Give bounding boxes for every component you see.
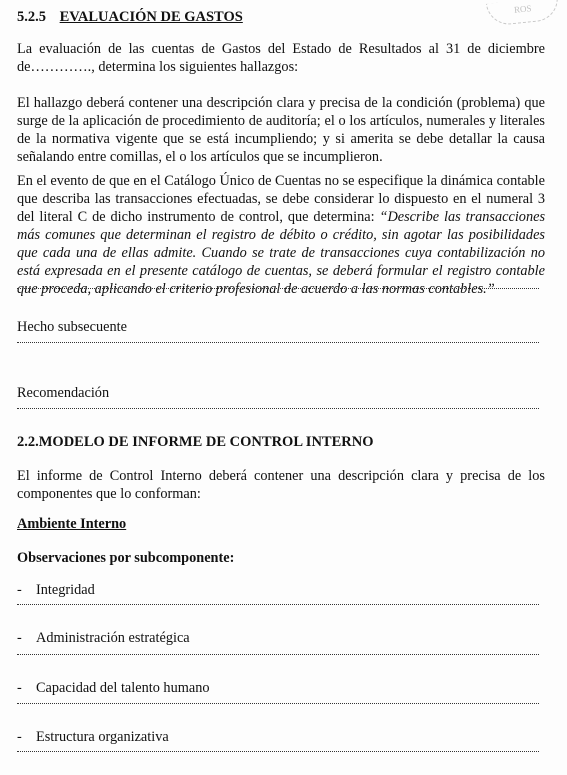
observaciones-heading: Observaciones por subcomponente: [17, 550, 235, 566]
paragraph-control-interno: El informe de Control Interno deberá contener una descripción clara y precisa de los componentes que lo conforman: [17, 468, 545, 502]
bullet-dash: - [17, 729, 22, 745]
section-number: 5.2.5 [17, 9, 46, 25]
catalogo-quote: “Describe las transacciones más comunes que determinan el registro de débito o crédito, sin agotar las posibilidades que cada una de ellas admite. Cuando se trate de transacciones cuya contabilización no está expresada en el presente catálogo de cuentas, se deberá formular el registro contable que proceda, aplicando el criterio profesional de acuerdo a las normas contables.” [17, 209, 546, 297]
section2-title: 2.2.MODELO DE INFORME DE CONTROL INTERNO [17, 434, 374, 450]
bullet-dash: - [17, 630, 22, 646]
item-label: Integridad [36, 582, 95, 598]
paragraph-catalogo [17, 172, 545, 298]
dotted-line [17, 652, 539, 655]
item-label: Estructura organizativa [36, 729, 169, 745]
dotted-line [17, 602, 539, 605]
item-label: Capacidad del talento humano [36, 680, 210, 696]
paragraph-intro: La evaluación de las cuentas de Gastos del Estado de Resultados al 31 de diciembre de…………., determina los siguientes hallazgos: [17, 41, 545, 75]
list-item [17, 728, 169, 746]
ambiente-interno-heading: Ambiente Interno [17, 516, 127, 532]
item-label: Administración estratégica [36, 630, 190, 646]
dotted-line [17, 406, 539, 409]
list-item [17, 581, 95, 599]
bullet-dash: - [17, 582, 22, 598]
section-title: EVALUACIÓN DE GASTOS [59, 9, 243, 25]
catalogo-text: En el evento de que en el Catálogo Único de Cuentas no se especifique la dinámica contable que describa las transacciones efectuadas, se debe considerar lo dispuesto en el numeral 3 del literal C de dicho instrumento de control, que determina: [17, 173, 546, 225]
dotted-line [17, 749, 539, 752]
recomendacion-label: Recomendación [17, 385, 110, 401]
paragraph-hallazgo: El hallazgo deberá contener una descripción clara y precisa de la condición (problema) que surge de la aplicación de procedimiento de auditoría; el o los artículos, numerales y literales de la normativa vigente que se está incumpliendo; y si amerita se debe detallar la causa señalando entre comillas, el o los artículos que se incumplieron. [17, 95, 545, 165]
list-item [17, 629, 190, 647]
stamp-mark: ROS [486, 0, 560, 27]
list-item [17, 679, 210, 697]
hecho-subsecuente-label: Hecho subsecuente [17, 319, 127, 335]
dotted-line [17, 701, 539, 704]
bullet-dash: - [17, 680, 22, 696]
section-heading [17, 8, 545, 26]
dotted-line [17, 286, 539, 289]
dotted-line [17, 340, 539, 343]
